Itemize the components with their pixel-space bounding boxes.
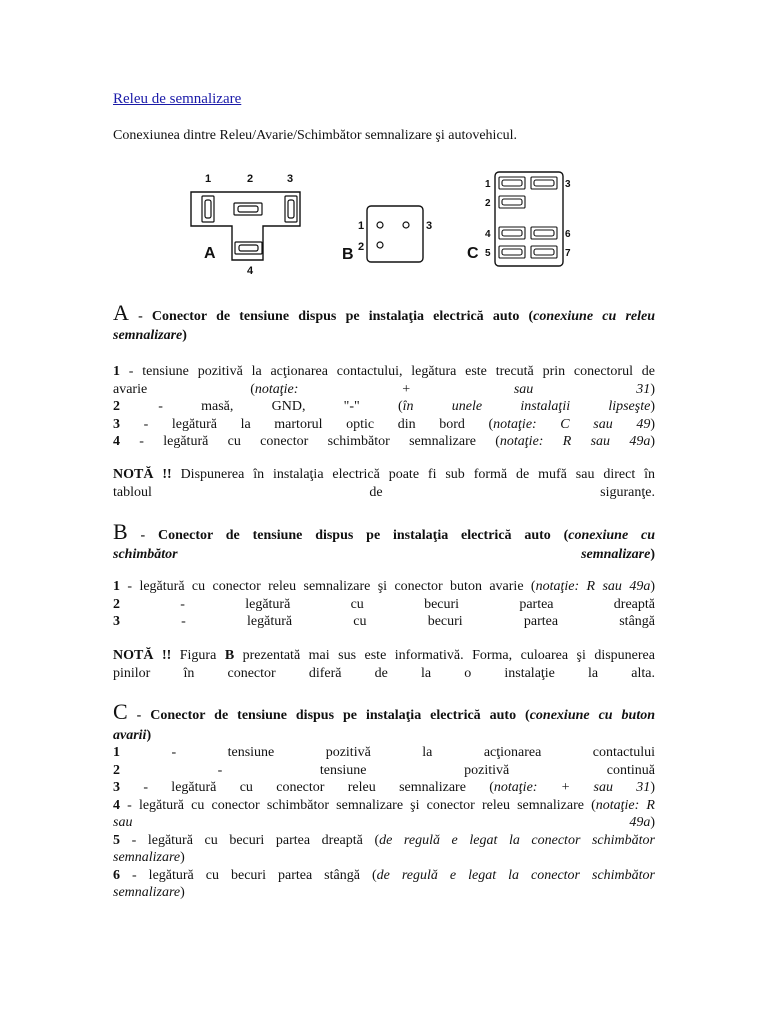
section-letter: A [113,300,129,325]
pin-slot [202,196,297,254]
connector-letter: C [467,245,479,262]
pin-label: 2 [358,241,365,253]
list-item: 2 - legătură cu becuri partea dreaptă [113,596,655,612]
pin-label: 3 [426,220,433,232]
connector-diagram [173,166,593,278]
pin-label: 3 [287,173,294,185]
pin-label: 4 [247,265,254,277]
connector-a [191,173,300,277]
section-b-list [113,578,655,631]
section-a-heading-line1: A - Conector de tensiune dispus pe instalaţia electrică auto (conexiune cu releu [113,300,655,325]
pin-label: 7 [565,248,571,259]
pin-label: 1 [485,179,491,190]
list-item: 4 - legătură cu conector schimbător semnalizare şi conector releu semnalizare (notaţie: R [113,797,655,813]
page-title-link[interactable]: Releu de semnalizare [113,91,242,107]
section-c-heading-line1: C - Conector de tensiune dispus pe instalaţia electrică auto (conexiune cu buton [113,699,655,724]
section-a-heading-line2: semnalizare) [113,328,187,343]
list-item: 1 - legătură cu conector releu semnalizare şi conector buton avarie (notaţie: R sau 49a) [113,579,655,594]
section-a-note: NOTĂ !! Dispunerea în instalaţia electrică poate fi sub formă de mufă sau direct în tabloul de siguranţe. [113,467,655,500]
list-item: 1 - tensiune pozitivă la acţionarea contactului [113,745,655,760]
pin-slot [499,177,557,258]
section-b-note: NOTĂ !! Figura B prezentată mai sus este informativă. Forma, culoarea şi dispunerea pinilor în conector diferă de la o instalaţie la alta. [113,648,655,681]
connector-c [467,172,571,266]
pin-label: 3 [565,179,571,190]
pin-label: 2 [247,173,254,185]
list-item: 2 - tensiune pozitivă continuă [113,762,655,778]
list-item: 3 - legătură cu becuri partea stângă [113,614,655,629]
section-a [113,300,655,345]
pin-label: 1 [205,173,212,185]
connector-b [342,206,432,263]
list-item: 2 - masă, GND, "-" (în unele instalaţii lipseşte) [113,399,655,414]
pin-label: 6 [565,229,571,240]
list-item-continuation: avarie (notaţie: + sau 31) [113,381,655,397]
section-letter: C [113,699,128,724]
connector-letter: B [342,246,354,263]
pin-label: 5 [485,248,491,259]
list-item: 3 - legătură la martorul optic din bord (notaţie: C sau 49) [113,416,655,432]
pin-label: 4 [485,229,491,240]
section-a-list [113,363,655,451]
subtitle: Conexiunea dintre Releu/Avarie/Schimbător semnalizare şi autovehicul. [113,128,518,143]
section-letter: B [113,519,128,544]
list-item-continuation: semnalizare) [113,850,185,865]
note-label: NOTĂ !! [113,467,172,482]
pin-label: 2 [485,198,491,209]
section-b [113,519,656,564]
connector-letter: A [204,245,216,262]
list-item: 4 - legătură cu conector schimbător semnalizare (notaţie: R sau 49a) [113,434,655,449]
section-c-list [113,727,655,902]
section-c [113,699,655,725]
list-item: 6 - legătură cu becuri partea stângă (de regulă e legat la conector schimbător [113,867,655,883]
section-b-heading-line1: B - Conector de tensiune dispus pe instalaţia electrică auto (conexiune cu [113,519,656,544]
list-item: 5 - legătură cu becuri partea dreaptă (de regulă e legat la conector schimbător [113,832,655,848]
note-label: NOTĂ !! [113,648,172,663]
list-item: 1 - tensiune pozitivă la acţionarea contactului, legătura este trecută prin conectorul de [113,364,655,379]
section-b-heading-line2: schimbător semnalizare) [113,547,655,562]
pin-label: 1 [358,220,365,232]
list-item: 3 - legătură cu conector releu semnalizare (notaţie: + sau 31) [113,780,655,795]
list-item-continuation: semnalizare) [113,885,185,900]
section-c-heading-line2: avarii) [113,728,152,743]
list-item-continuation: sau 49a) [113,815,655,830]
